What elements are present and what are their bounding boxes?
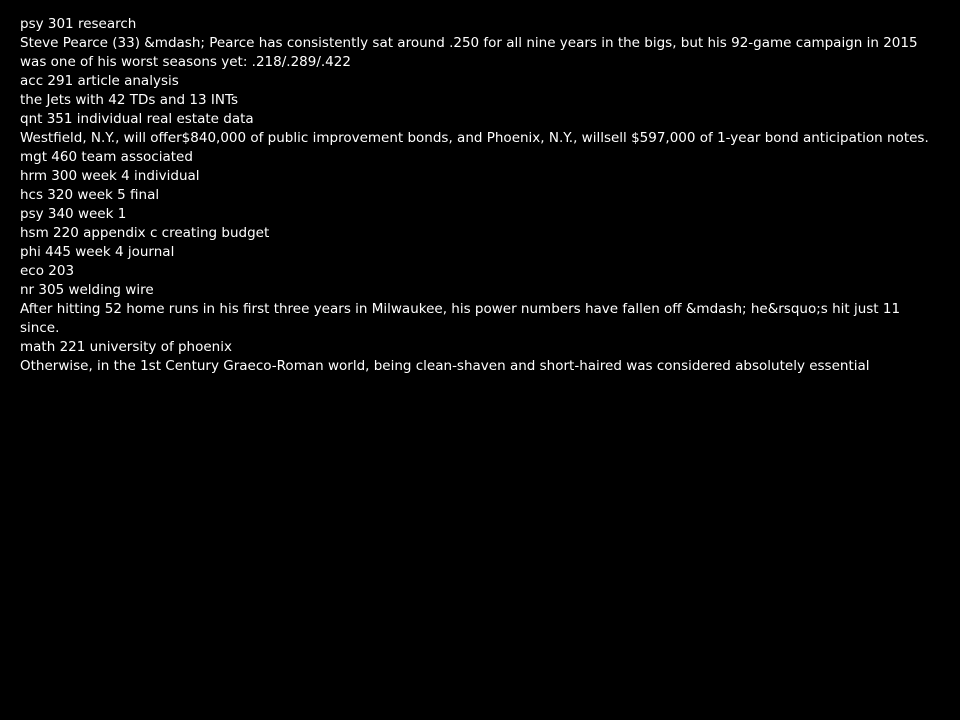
text-line-10: psy 340 week 1	[20, 206, 127, 222]
text-line-4: the Jets with 42 TDs and 13 INTs	[20, 92, 239, 108]
text-line-9: hcs 320 week 5 final	[20, 187, 160, 203]
text-lines	[20, 15, 940, 376]
text-line-14: nr 305 welding wire	[20, 282, 154, 298]
text-line-8: hrm 300 week 4 individual	[20, 168, 200, 184]
text-line-3: acc 291 article analysis	[20, 73, 179, 89]
text-line-11: hsm 220 appendix c creating budget	[20, 225, 270, 241]
text-line-16: math 221 university of phoenix	[20, 339, 232, 355]
text-line-6: Westfield, N.Y., will offer$840,000 of public improvement bonds, and Phoenix, N.Y., willsell $597,000 of 1-year bond anticipation notes.	[20, 130, 929, 146]
text-line-17: Otherwise, in the 1st Century Graeco-Roman world, being clean-shaven and short-haired was considered absolutely essential	[20, 358, 870, 374]
text-line-1: psy 301 research	[20, 16, 137, 32]
text-line-12: phi 445 week 4 journal	[20, 244, 175, 260]
text-line-2: Steve Pearce (33) &mdash; Pearce has consistently sat around .250 for all nine years in the bigs, but his 92-game campaign in 2015 was one of his worst seasons yet: .218/.289/.422	[20, 35, 918, 70]
text-line-15: After hitting 52 home runs in his first three years in Milwaukee, his power numbers have fallen off &mdash; he&rsquo;s hit just 11 since.	[20, 301, 901, 336]
text-line-13: eco 203	[20, 263, 75, 279]
text-line-5: qnt 351 individual real estate data	[20, 111, 254, 127]
text-line-7: mgt 460 team associated	[20, 149, 193, 165]
